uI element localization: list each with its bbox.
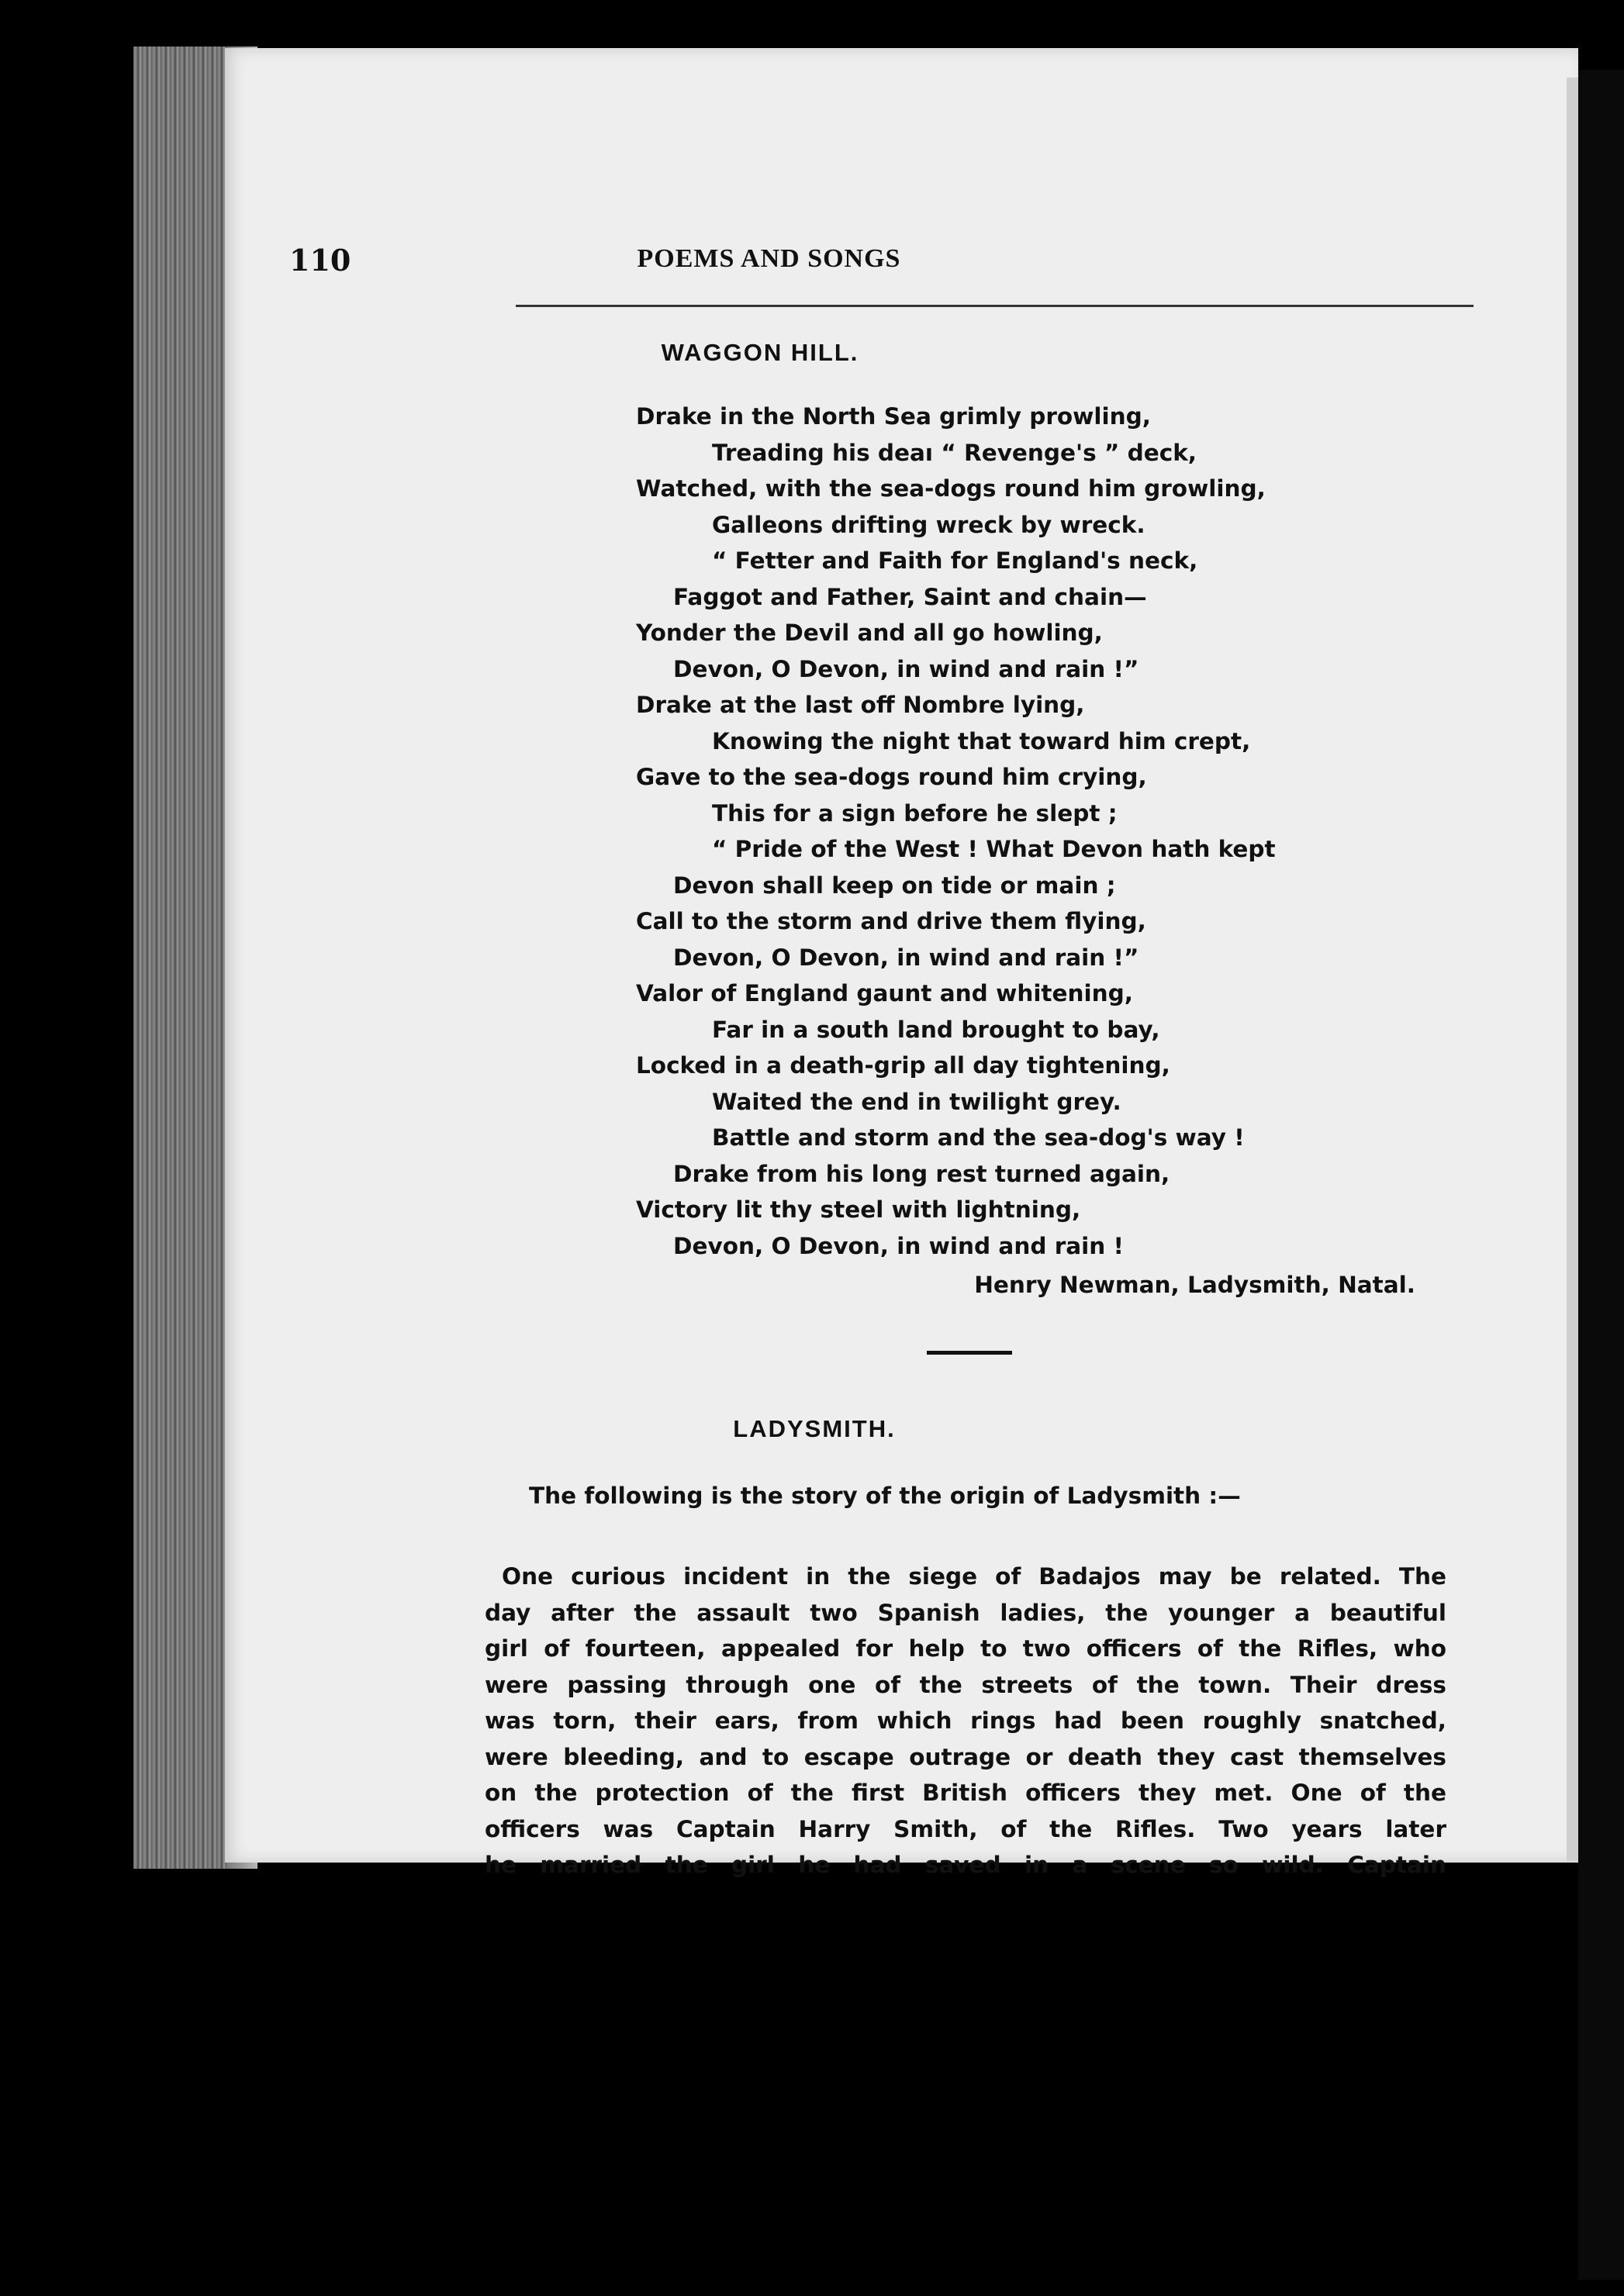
poem-line: Devon, O Devon, in wind and rain ! [673, 1232, 1125, 1259]
prose-paragraph [485, 1559, 1446, 1883]
prose-line: on the protection of the first British officers they met. One of the [485, 1780, 1446, 1806]
poem-line: Waited the end in twilight grey. [712, 1088, 1121, 1115]
prose-line: One curious incident in the siege of Badajos may be related. The [502, 1563, 1446, 1590]
poem-line: Victory lit thy steel with lightning, [636, 1196, 1081, 1223]
section-divider [927, 1351, 1012, 1355]
poem-line: Drake in the North Sea grimly prowling, [636, 403, 1151, 430]
poem-line: Valor of England gaunt and whitening, [636, 980, 1133, 1006]
poem-line: Far in a south land brought to bay, [712, 1016, 1160, 1043]
scan-border [1578, 70, 1624, 2280]
poem-line: “ Pride of the West ! What Devon hath kept [712, 836, 1276, 862]
poem-line: Devon, O Devon, in wind and rain !” [673, 655, 1139, 682]
prose-line: was torn, their ears, from which rings had been roughly snatched, [485, 1707, 1446, 1734]
header-rule [516, 305, 1474, 307]
poem-line: Devon, O Devon, in wind and rain !” [673, 944, 1139, 971]
poem-line: Galleons drifting wreck by wreck. [712, 511, 1145, 538]
poem-line: Drake at the last off Nombre lying, [636, 692, 1085, 718]
poem-line: This for a sign before he slept ; [712, 799, 1118, 827]
prose-line: were bleeding, and to escape outrage or death they cast themselves [485, 1743, 1446, 1770]
poem-line: Drake from his long rest turned again, [673, 1160, 1170, 1187]
poem-line: Watched, with the sea-dogs round him growling, [636, 475, 1266, 502]
poem-line: Gave to the sea-dogs round him crying, [636, 764, 1147, 790]
poem-line: Treading his deaı “ Revenge's ” deck, [712, 439, 1197, 466]
poem-body [636, 399, 1411, 1264]
prose-line: officers was Captain Harry Smith, of the Rifles. Two years later [485, 1815, 1446, 1842]
poem-line: Faggot and Father, Saint and chain— [673, 583, 1147, 610]
poem-line: Locked in a death-grip all day tightening, [636, 1052, 1170, 1079]
prose-line: day after the assault two Spanish ladies, the younger a beautiful [485, 1599, 1446, 1626]
section-title: LADYSMITH. [733, 1415, 896, 1442]
section-intro: The following is the story of the origin of Ladysmith :— [529, 1483, 1241, 1509]
prose-line: were passing through one of the streets of the town. Their dress [485, 1671, 1446, 1698]
poem-line: Yonder the Devil and all go howling, [636, 620, 1103, 646]
poem-line: “ Fetter and Faith for England's neck, [712, 547, 1198, 574]
prose-line: he married the girl he had saved in a scene so wild. Captain [485, 1852, 1446, 1878]
page-header [289, 243, 1249, 278]
poem-signature: Henry Newman, Ladysmith, Natal. [974, 1272, 1415, 1298]
poem-title: WAGGON HILL. [661, 339, 859, 366]
poem-line: Call to the storm and drive them flying, [636, 908, 1146, 934]
running-title: POEMS AND SONGS [637, 244, 901, 273]
poem-line: Knowing the night that toward him crept, [712, 727, 1251, 754]
prose-line: girl of fourteen, appealed for help to two officers of the Rifles, who [485, 1635, 1446, 1662]
page-number: 110 [289, 243, 351, 278]
poem-line: Battle and storm and the sea-dog's way ! [712, 1124, 1245, 1151]
poem-line: Devon shall keep on tide or main ; [673, 872, 1116, 899]
